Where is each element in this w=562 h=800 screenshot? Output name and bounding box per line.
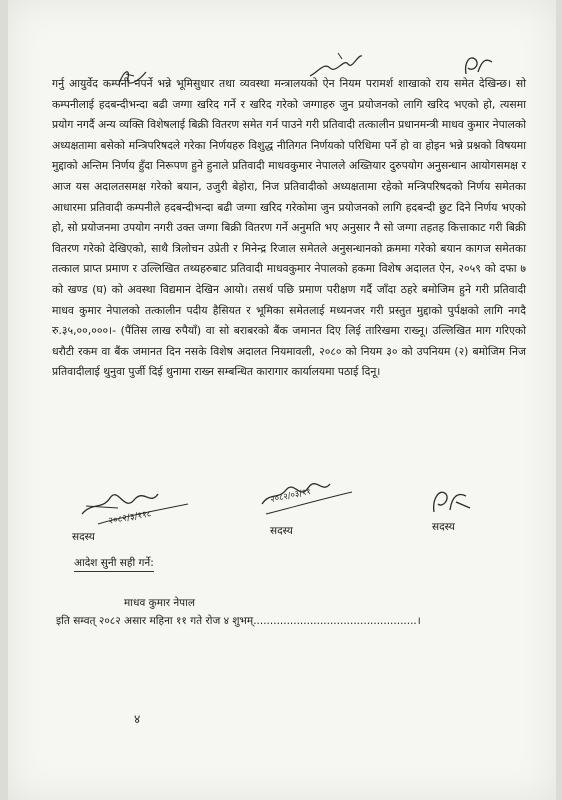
- signature-member-3: [428, 484, 474, 518]
- document-page: [8, 0, 556, 800]
- member-2-handwritten-date: २०८२/०३/११: [269, 486, 312, 506]
- member-3-label: सदस्य: [432, 521, 455, 533]
- order-body-text: गर्नु आयुर्वेद कम्पनी नपर्ने भन्ने भूमिसुधार तथा व्यवस्था मन्त्रालयको ऐन नियम परामर्श शाखाको राय समेत देखिन्छ। सो कम्पनीलाई हदबन्दीभन्दा बढी जग्गा खरिद गर्ने र खरिद गरेको जग्गाहरु जुन प्रयोजनको लागि खरिद भएको हो, त्यसमा प्रयोग नगर्दै अन्य व्यक्ति विशेषलाई बिक्री वितरण समेत गर्न पाउने गरी प्रतिवादी तत्कालीन प्रधानमन्त्री माधव कुमार नेपालको अध्यक्षतामा बसेको मन्त्रिपरिषदले गरेका निर्णयहरु विशुद्ध नीतिगत निर्णयको परिधिमा पर्ने हो वा होइन भन्ने प्रश्नको विषयमा मुद्दाको अन्तिम निर्णय हुँदा निरूपण हुने हुनाले प्रतिवादी माधवकुमार नेपालले अख्तियार दुरुपयोग अनुसन्धान आयोगसमक्ष र आज यस अदालतसमक्ष गरेको बयान, उजुरी बेहोरा, निज प्रतिवादीको अध्यक्षतामा रहेको मन्त्रिपरिषदको निर्णय समेतका आधारमा प्रतिवादी कम्पनीले हदबन्दीभन्दा बढी जग्गा खरिद गरेकोमा जुन प्रयोजनको लागि हदबन्दी छुट दिने निर्णय भएको हो, सो प्रयोजनमा उपयोग नगरी उक्त जग्गा बिक्री वितरण गर्ने अनुमति भए अनुसार नै सो जग्गा तहतह कित्ताकाट गरी बिक्री वितरण गरेको देखिएको, साथै त्रिलोचन उप्रेती र मिनेन्द्र रिजाल समेतले अनुसन्धानको क्रममा गरेको बयान कागज समेतका तत्काल प्राप्त प्रमाण र उल्लिखित तथ्यहरुबाट प्रतिवादी माधवकुमार नेपालको हकमा विशेष अदालत ऐन, २०५९ को दफा ७ को खण्ड (घ) को अवस्था विद्यमान देखिन आयो। तसर्थ पछि प्रमाण परीक्षण गर्दै जाँदा ठहरे बमोजिम हुने गरी प्रतिवादी माधव कुमार नेपालको तत्कालीन पदीय हैसियत र भूमिका समेतलाई मध्यनजर गरी प्रस्तुत मुद्दाको पुर्पक्षको लागि नगदै रु.३५,००,०००।- (पैंतिस लाख रुपैयाँ) वा सो बराबरको बैंक जमानत दिए लिई तारिखमा राख्नू। उल्लिखित माग गरिएको धरौटी रकम वा बैंक जमानत दिन नसके विशेष अदालत नियमावली, २०८० को नियम ३० को उपनियम (२) बमोजिम निज प्रतिवादीलाई थुनुवा पुर्जी दिई थुनामा राख्न सम्बन्धित कारागार कार्यालयमा पठाई दिनू।: [52, 77, 526, 379]
- defendant-name: माधव कुमार नेपाल: [124, 597, 195, 609]
- order-heard-label: आदेश सुनी सही गर्ने:: [74, 556, 154, 572]
- date-line: इति सम्वत् २०८२ असार महिना ११ गते रोज ४ शुभम्.................................................।: [56, 615, 421, 627]
- member-1-handwritten-date: २०८२/३/११८: [107, 509, 153, 527]
- member-1-label: सदस्य: [72, 531, 95, 543]
- member-2-label: सदस्य: [270, 525, 293, 537]
- page-number: ४: [134, 712, 141, 726]
